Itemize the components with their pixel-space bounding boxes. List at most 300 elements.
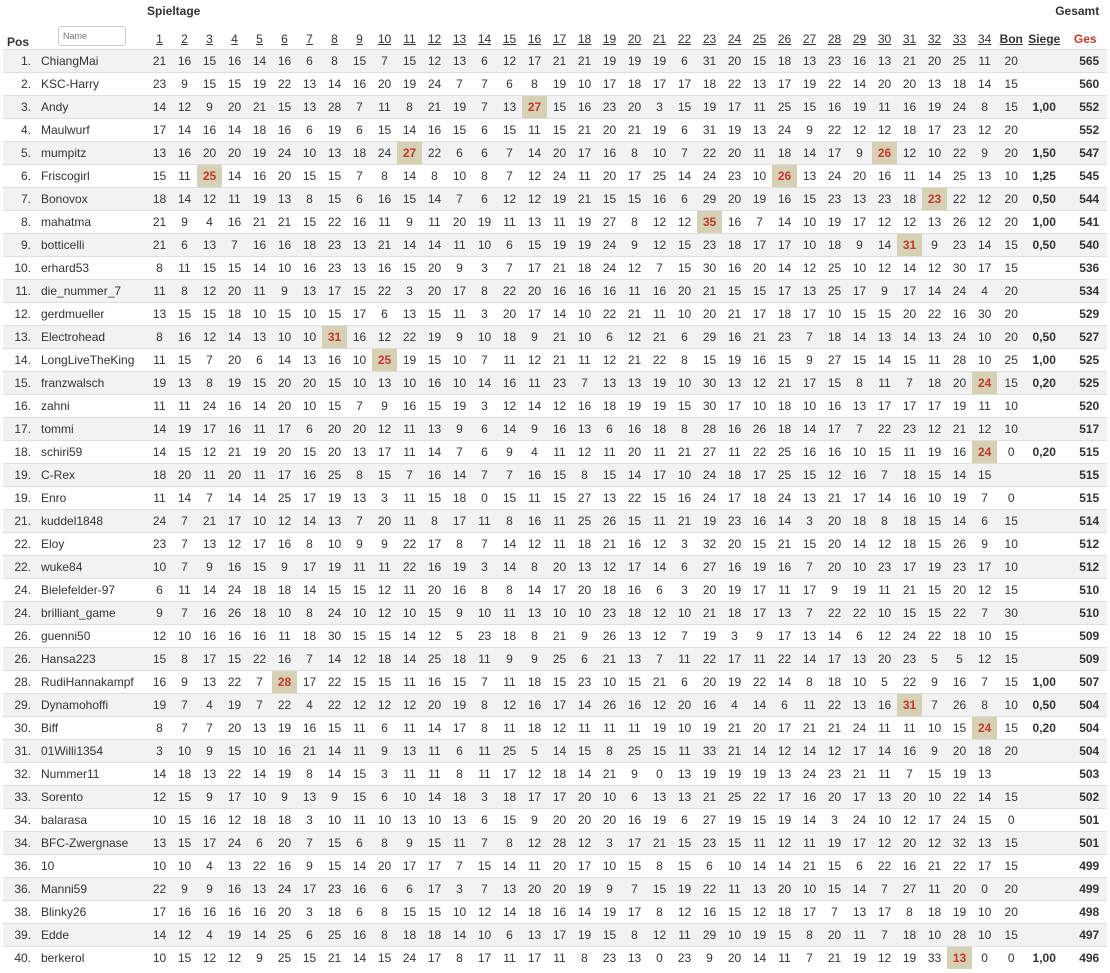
score-cell: 20 bbox=[547, 809, 572, 832]
day-header[interactable]: 2 bbox=[181, 32, 188, 46]
day-header[interactable]: 29 bbox=[852, 32, 867, 46]
score-cell: 15 bbox=[722, 832, 747, 855]
score-cell: 8 bbox=[297, 602, 322, 625]
table-row bbox=[3, 372, 1107, 395]
day-header[interactable]: 23 bbox=[702, 32, 717, 46]
score-cell: 16 bbox=[897, 740, 922, 763]
score-cell: 15 bbox=[347, 50, 372, 73]
table-row bbox=[3, 510, 1107, 533]
score-cell: 17 bbox=[722, 395, 747, 418]
siege-header[interactable]: Siege bbox=[1028, 32, 1061, 46]
position-cell: 5. bbox=[3, 142, 37, 165]
score-cell: 19 bbox=[547, 188, 572, 211]
score-cell: 13 bbox=[772, 763, 797, 786]
score-cell: 13 bbox=[797, 487, 822, 510]
score-cell: 19 bbox=[697, 625, 722, 648]
day-header[interactable]: 8 bbox=[331, 32, 338, 46]
score-cell: 20 bbox=[622, 441, 647, 464]
score-cell: 21 bbox=[222, 441, 247, 464]
score-cell: 14 bbox=[922, 165, 947, 188]
score-cell: 16 bbox=[622, 809, 647, 832]
score-cell: 17 bbox=[297, 487, 322, 510]
score-cell: 12 bbox=[872, 832, 897, 855]
bonus-cell: 15 bbox=[997, 234, 1025, 257]
score-cell: 12 bbox=[772, 740, 797, 763]
score-cell: 17 bbox=[147, 119, 172, 142]
score-cell: 7 bbox=[797, 602, 822, 625]
player-name-cell[interactable]: BFC-Zwergnase bbox=[37, 832, 147, 855]
day-header[interactable]: 7 bbox=[306, 32, 313, 46]
score-cell: 11 bbox=[347, 556, 372, 579]
player-name-cell[interactable]: Hansa223 bbox=[37, 648, 147, 671]
score-cell: 12 bbox=[897, 211, 922, 234]
score-cell: 22 bbox=[722, 73, 747, 96]
score-cell: 4 bbox=[972, 280, 997, 303]
score-cell: 16 bbox=[372, 188, 397, 211]
day-header[interactable]: 13 bbox=[452, 32, 467, 46]
position-cell: 40. bbox=[3, 947, 37, 970]
score-cell: 10 bbox=[672, 602, 697, 625]
score-cell: 15 bbox=[422, 395, 447, 418]
player-name-cell[interactable]: erhard53 bbox=[37, 257, 147, 280]
score-cell: 30 bbox=[697, 395, 722, 418]
score-cell: 17 bbox=[722, 96, 747, 119]
score-cell: 22 bbox=[897, 671, 922, 694]
player-name-cell[interactable]: LongLiveTheKing bbox=[37, 349, 147, 372]
score-cell: 14 bbox=[422, 234, 447, 257]
score-cell: 25 bbox=[572, 510, 597, 533]
day-header[interactable]: 26 bbox=[777, 32, 792, 46]
score-cell: 19 bbox=[647, 119, 672, 142]
score-cell: 10 bbox=[972, 924, 997, 947]
ges-header[interactable]: Ges bbox=[1073, 32, 1097, 46]
score-cell: 21 bbox=[697, 280, 722, 303]
table-row bbox=[3, 441, 1107, 464]
player-name-cell[interactable]: Biff bbox=[37, 717, 147, 740]
player-name-cell[interactable]: C-Rex bbox=[37, 464, 147, 487]
score-cell: 9 bbox=[572, 625, 597, 648]
player-name-cell[interactable]: schiri59 bbox=[37, 441, 147, 464]
day-header[interactable]: 21 bbox=[652, 32, 667, 46]
score-cell: 21 bbox=[597, 533, 622, 556]
player-name-cell[interactable]: mumpitz bbox=[37, 142, 147, 165]
player-name-cell[interactable]: Maulwurf bbox=[37, 119, 147, 142]
score-cell: 11 bbox=[372, 556, 397, 579]
day-header[interactable]: 20 bbox=[627, 32, 642, 46]
total-cell: 560 bbox=[1063, 73, 1107, 96]
player-name-cell[interactable]: Electrohead bbox=[37, 326, 147, 349]
score-cell: 18 bbox=[772, 418, 797, 441]
score-cell: 14 bbox=[222, 165, 247, 188]
score-cell: 11 bbox=[472, 648, 497, 671]
score-cell: 18 bbox=[172, 763, 197, 786]
player-name-cell[interactable]: 10 bbox=[37, 855, 147, 878]
player-name-cell[interactable]: brilliant_game bbox=[37, 602, 147, 625]
score-cell: 17 bbox=[822, 418, 847, 441]
player-name-cell[interactable]: zahni bbox=[37, 395, 147, 418]
score-cell: 19 bbox=[797, 73, 822, 96]
bonus-cell: 15 bbox=[997, 717, 1025, 740]
bon-header[interactable]: Bon bbox=[999, 32, 1023, 46]
score-cell: 14 bbox=[947, 464, 972, 487]
score-cell: 9 bbox=[747, 625, 772, 648]
score-cell: 13 bbox=[497, 96, 522, 119]
score-cell: 16 bbox=[222, 211, 247, 234]
score-cell: 13 bbox=[622, 947, 647, 970]
player-name-cell[interactable]: KSC-Harry bbox=[37, 73, 147, 96]
score-cell: 12 bbox=[647, 234, 672, 257]
score-cell: 11 bbox=[572, 717, 597, 740]
score-cell: 14 bbox=[222, 119, 247, 142]
score-cell: 17 bbox=[872, 395, 897, 418]
score-cell: 22 bbox=[222, 671, 247, 694]
player-name-cell[interactable]: tommi bbox=[37, 418, 147, 441]
player-name-cell[interactable]: Edde bbox=[37, 924, 147, 947]
score-cell: 16 bbox=[522, 694, 547, 717]
player-name-cell[interactable]: Bielefelder-97 bbox=[37, 579, 147, 602]
score-cell: 15 bbox=[172, 786, 197, 809]
score-cell: 12 bbox=[397, 694, 422, 717]
bonus-cell: 15 bbox=[997, 73, 1025, 96]
score-cell: 18 bbox=[447, 487, 472, 510]
score-cell: 14 bbox=[322, 740, 347, 763]
wins-cell bbox=[1025, 924, 1063, 947]
player-name-cell[interactable]: botticelli bbox=[37, 234, 147, 257]
score-cell: 18 bbox=[972, 740, 997, 763]
score-cell: 10 bbox=[797, 395, 822, 418]
day-header[interactable]: 28 bbox=[827, 32, 842, 46]
score-cell: 20 bbox=[622, 96, 647, 119]
score-cell: 15 bbox=[547, 464, 572, 487]
day-header[interactable]: 14 bbox=[477, 32, 492, 46]
score-cell: 22 bbox=[697, 878, 722, 901]
score-cell: 6 bbox=[672, 119, 697, 142]
score-cell: 14 bbox=[247, 257, 272, 280]
score-cell: 15 bbox=[472, 855, 497, 878]
score-cell: 14 bbox=[497, 556, 522, 579]
score-cell: 20 bbox=[822, 533, 847, 556]
table-row bbox=[3, 487, 1107, 510]
day-header[interactable]: 19 bbox=[602, 32, 617, 46]
score-cell: 12 bbox=[647, 211, 672, 234]
score-cell: 21 bbox=[247, 211, 272, 234]
score-cell: 7 bbox=[197, 349, 222, 372]
total-cell: 512 bbox=[1063, 556, 1107, 579]
score-cell: 26 bbox=[597, 625, 622, 648]
score-cell: 8 bbox=[847, 372, 872, 395]
score-cell: 26 bbox=[947, 211, 972, 234]
score-cell: 11 bbox=[397, 510, 422, 533]
score-cell: 26 bbox=[947, 694, 972, 717]
day-header[interactable]: 5 bbox=[256, 32, 263, 46]
score-cell: 11 bbox=[772, 947, 797, 970]
score-cell: 11 bbox=[522, 487, 547, 510]
player-name-cell[interactable]: franzwalsch bbox=[37, 372, 147, 395]
score-cell: 6 bbox=[447, 142, 472, 165]
score-cell: 3 bbox=[447, 878, 472, 901]
score-cell: 10 bbox=[847, 671, 872, 694]
score-cell: 15 bbox=[872, 303, 897, 326]
score-cell: 13 bbox=[847, 188, 872, 211]
player-name-cell[interactable]: Blinky26 bbox=[37, 901, 147, 924]
score-cell: 21 bbox=[772, 372, 797, 395]
score-cell: 10 bbox=[747, 165, 772, 188]
score-cell: 9 bbox=[622, 763, 647, 786]
player-name-cell[interactable]: Dynamohoffi bbox=[37, 694, 147, 717]
score-cell: 15 bbox=[522, 234, 547, 257]
score-cell: 20 bbox=[722, 50, 747, 73]
score-cell: 16 bbox=[297, 257, 322, 280]
score-cell: 22 bbox=[247, 648, 272, 671]
table-row bbox=[3, 257, 1107, 280]
score-cell: 6 bbox=[447, 740, 472, 763]
player-name-cell[interactable]: Enro bbox=[37, 487, 147, 510]
score-cell: 18 bbox=[747, 487, 772, 510]
score-cell: 16 bbox=[647, 188, 672, 211]
score-cell: 18 bbox=[597, 579, 622, 602]
score-cell: 22 bbox=[747, 671, 772, 694]
bonus-cell: 20 bbox=[997, 142, 1025, 165]
total-cell: 515 bbox=[1063, 464, 1107, 487]
day-header[interactable]: 30 bbox=[877, 32, 892, 46]
score-cell: 20 bbox=[272, 832, 297, 855]
score-cell: 20 bbox=[922, 50, 947, 73]
score-cell: 20 bbox=[547, 878, 572, 901]
wins-cell: 0,50 bbox=[1025, 694, 1063, 717]
score-cell: 14 bbox=[147, 763, 172, 786]
table-row bbox=[3, 234, 1107, 257]
day-header[interactable]: 32 bbox=[927, 32, 942, 46]
day-header[interactable]: 34 bbox=[977, 32, 992, 46]
total-cell: 545 bbox=[1063, 165, 1107, 188]
score-cell: 16 bbox=[197, 625, 222, 648]
wins-cell: 0,50 bbox=[1025, 326, 1063, 349]
score-cell: 19 bbox=[947, 395, 972, 418]
score-cell: 7 bbox=[472, 533, 497, 556]
score-cell: 14 bbox=[247, 487, 272, 510]
player-name-cell[interactable]: RudiHannakampf bbox=[37, 671, 147, 694]
score-cell: 17 bbox=[147, 901, 172, 924]
score-cell: 16 bbox=[197, 119, 222, 142]
day-header[interactable]: 16 bbox=[527, 32, 542, 46]
player-name-cell[interactable]: 01Willi1354 bbox=[37, 740, 147, 763]
score-cell: 14 bbox=[622, 464, 647, 487]
score-cell: 15 bbox=[797, 533, 822, 556]
day-header[interactable]: 22 bbox=[677, 32, 692, 46]
score-cell: 11 bbox=[397, 418, 422, 441]
score-cell: 12 bbox=[372, 418, 397, 441]
player-name-cell[interactable]: ChiangMai bbox=[37, 50, 147, 73]
score-cell: 11 bbox=[872, 579, 897, 602]
score-cell: 12 bbox=[972, 211, 997, 234]
score-cell: 9 bbox=[447, 418, 472, 441]
wins-cell: 1,00 bbox=[1025, 96, 1063, 119]
score-cell: 23 bbox=[947, 556, 972, 579]
score-cell: 15 bbox=[172, 349, 197, 372]
score-cell: 20 bbox=[947, 579, 972, 602]
score-cell: 17 bbox=[447, 510, 472, 533]
score-cell: 18 bbox=[947, 73, 972, 96]
score-cell: 23 bbox=[147, 533, 172, 556]
day-header[interactable]: 6 bbox=[281, 32, 288, 46]
score-cell: 15 bbox=[172, 947, 197, 970]
score-cell: 9 bbox=[922, 234, 947, 257]
score-cell: 11 bbox=[147, 487, 172, 510]
score-cell: 17 bbox=[772, 625, 797, 648]
score-cell: 11 bbox=[497, 717, 522, 740]
score-cell: 14 bbox=[247, 395, 272, 418]
score-cell: 20 bbox=[297, 372, 322, 395]
score-cell: 17 bbox=[797, 303, 822, 326]
score-cell: 8 bbox=[147, 717, 172, 740]
day-header[interactable]: 9 bbox=[356, 32, 363, 46]
score-cell: 12 bbox=[497, 694, 522, 717]
player-name-cell[interactable]: gerdmueller bbox=[37, 303, 147, 326]
score-cell: 32 bbox=[947, 832, 972, 855]
player-name-cell[interactable]: Nummer11 bbox=[37, 763, 147, 786]
score-cell: 8 bbox=[447, 947, 472, 970]
player-name-cell[interactable]: Friscogirl bbox=[37, 165, 147, 188]
score-cell: 20 bbox=[822, 786, 847, 809]
score-cell: 21 bbox=[597, 648, 622, 671]
score-cell: 3 bbox=[472, 786, 497, 809]
pos-header: Pos bbox=[7, 35, 30, 49]
player-name-cell[interactable]: mahatma bbox=[37, 211, 147, 234]
score-cell: 5 bbox=[872, 671, 897, 694]
score-cell: 20 bbox=[522, 280, 547, 303]
score-cell: 22 bbox=[272, 694, 297, 717]
player-name-cell[interactable]: wuke84 bbox=[37, 556, 147, 579]
score-cell: 10 bbox=[172, 740, 197, 763]
score-cell: 11 bbox=[847, 924, 872, 947]
score-cell: 11 bbox=[522, 372, 547, 395]
score-cell: 31 bbox=[697, 119, 722, 142]
score-cell: 15 bbox=[422, 487, 447, 510]
score-cell: 17 bbox=[797, 901, 822, 924]
highlighted-score-cell: 25 bbox=[372, 349, 397, 372]
player-name-cell[interactable]: berkerol bbox=[37, 947, 147, 970]
score-cell: 8 bbox=[197, 372, 222, 395]
player-name-cell[interactable]: Manni59 bbox=[37, 878, 147, 901]
score-cell: 19 bbox=[447, 694, 472, 717]
day-header[interactable]: 1 bbox=[156, 32, 163, 46]
player-name-cell[interactable]: Bonovox bbox=[37, 188, 147, 211]
score-cell: 11 bbox=[922, 349, 947, 372]
score-cell: 7 bbox=[447, 855, 472, 878]
day-header[interactable]: 10 bbox=[377, 32, 392, 46]
score-cell: 16 bbox=[222, 418, 247, 441]
day-header[interactable]: 33 bbox=[952, 32, 967, 46]
score-cell: 18 bbox=[247, 579, 272, 602]
score-cell: 12 bbox=[572, 441, 597, 464]
score-cell: 16 bbox=[797, 441, 822, 464]
name-search-input[interactable] bbox=[58, 26, 126, 46]
player-name-cell[interactable]: kuddel1848 bbox=[37, 510, 147, 533]
score-cell: 17 bbox=[547, 694, 572, 717]
position-cell: 24. bbox=[3, 579, 37, 602]
score-cell: 7 bbox=[447, 73, 472, 96]
day-header[interactable]: 18 bbox=[577, 32, 592, 46]
score-cell: 15 bbox=[247, 556, 272, 579]
day-header[interactable]: 25 bbox=[752, 32, 767, 46]
score-cell: 17 bbox=[772, 786, 797, 809]
score-cell: 19 bbox=[847, 579, 872, 602]
score-cell: 12 bbox=[922, 418, 947, 441]
score-cell: 15 bbox=[372, 625, 397, 648]
score-cell: 8 bbox=[522, 73, 547, 96]
score-cell: 9 bbox=[972, 533, 997, 556]
score-cell: 13 bbox=[647, 786, 672, 809]
score-cell: 18 bbox=[897, 119, 922, 142]
score-cell: 23 bbox=[947, 119, 972, 142]
total-cell: 515 bbox=[1063, 441, 1107, 464]
score-cell: 18 bbox=[572, 257, 597, 280]
day-header[interactable]: 4 bbox=[231, 32, 238, 46]
table-row bbox=[3, 763, 1107, 786]
score-cell: 19 bbox=[222, 694, 247, 717]
score-cell: 16 bbox=[422, 464, 447, 487]
score-cell: 25 bbox=[722, 786, 747, 809]
score-cell: 19 bbox=[697, 763, 722, 786]
score-cell: 21 bbox=[747, 326, 772, 349]
score-cell: 17 bbox=[197, 418, 222, 441]
score-cell: 14 bbox=[322, 648, 347, 671]
score-cell: 0 bbox=[972, 878, 997, 901]
day-header[interactable]: 31 bbox=[902, 32, 917, 46]
score-cell: 17 bbox=[547, 924, 572, 947]
score-cell: 25 bbox=[947, 165, 972, 188]
score-cell: 14 bbox=[547, 740, 572, 763]
player-name-cell[interactable]: balarasa bbox=[37, 809, 147, 832]
player-name-cell[interactable]: guenni50 bbox=[37, 625, 147, 648]
score-cell: 12 bbox=[197, 280, 222, 303]
score-cell: 17 bbox=[897, 395, 922, 418]
score-cell: 16 bbox=[597, 142, 622, 165]
score-cell: 27 bbox=[697, 556, 722, 579]
score-cell: 9 bbox=[147, 602, 172, 625]
day-header[interactable]: 15 bbox=[502, 32, 517, 46]
score-cell: 14 bbox=[772, 671, 797, 694]
score-cell: 18 bbox=[272, 809, 297, 832]
score-cell: 19 bbox=[922, 96, 947, 119]
score-cell: 13 bbox=[622, 372, 647, 395]
total-cell: 547 bbox=[1063, 142, 1107, 165]
score-cell: 16 bbox=[572, 96, 597, 119]
day-header[interactable]: 17 bbox=[552, 32, 567, 46]
bonus-cell: 10 bbox=[997, 694, 1025, 717]
position-cell: 4. bbox=[3, 119, 37, 142]
player-name-cell[interactable]: Eloy bbox=[37, 533, 147, 556]
score-cell: 7 bbox=[172, 556, 197, 579]
day-header[interactable]: 3 bbox=[206, 32, 213, 46]
score-cell: 8 bbox=[797, 671, 822, 694]
day-header[interactable]: 27 bbox=[802, 32, 817, 46]
total-cell: 512 bbox=[1063, 533, 1107, 556]
score-cell: 18 bbox=[497, 625, 522, 648]
player-name-cell[interactable]: Andy bbox=[37, 96, 147, 119]
score-cell: 15 bbox=[322, 303, 347, 326]
score-cell: 12 bbox=[197, 188, 222, 211]
player-name-cell[interactable]: die_nummer_7 bbox=[37, 280, 147, 303]
day-header[interactable]: 12 bbox=[427, 32, 442, 46]
score-cell: 24 bbox=[697, 165, 722, 188]
day-header[interactable]: 24 bbox=[727, 32, 742, 46]
score-cell: 21 bbox=[897, 50, 922, 73]
day-header[interactable]: 11 bbox=[403, 32, 416, 46]
score-cell: 12 bbox=[372, 326, 397, 349]
score-cell: 19 bbox=[822, 211, 847, 234]
player-name-cell[interactable]: Sorento bbox=[37, 786, 147, 809]
